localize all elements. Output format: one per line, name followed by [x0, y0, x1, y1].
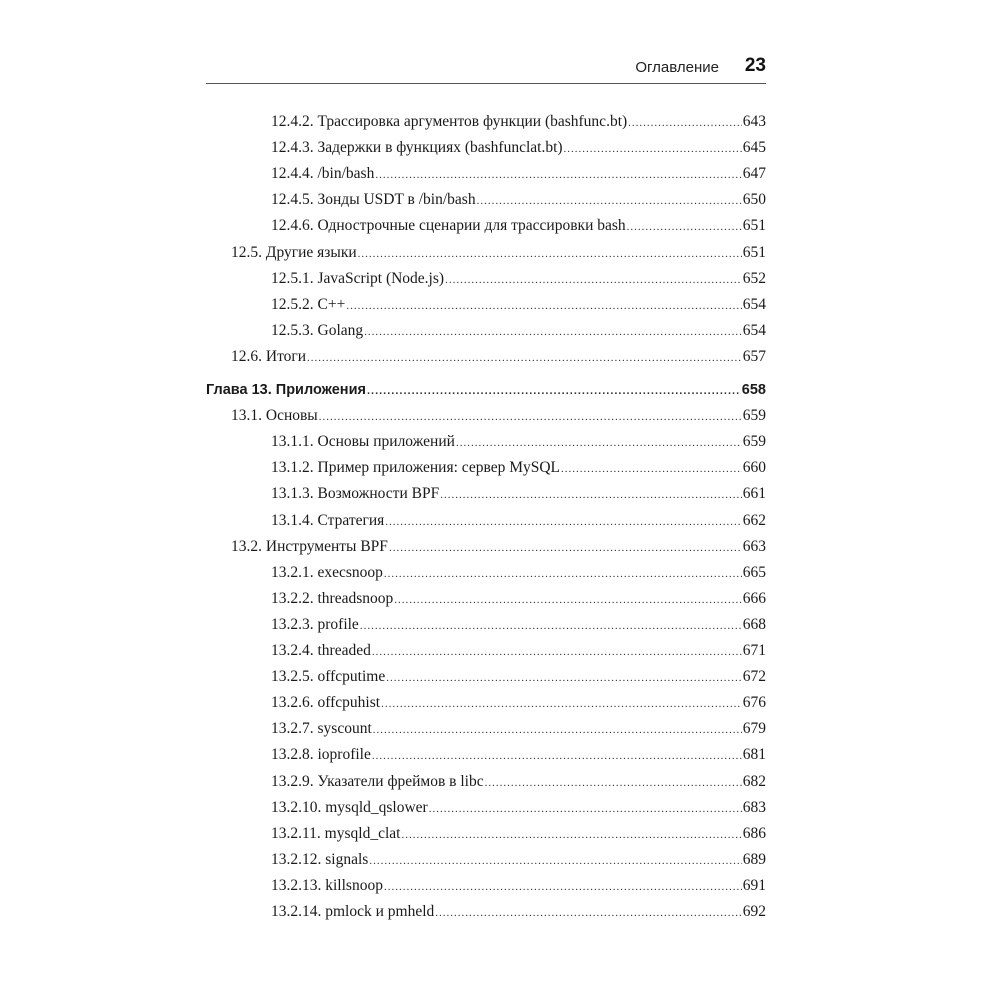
- toc-entry-page: 671: [742, 642, 766, 659]
- dot-leader: [628, 110, 742, 136]
- toc-entry: [271, 135, 766, 161]
- toc-entry-page: 682: [742, 772, 766, 790]
- dot-leader: [372, 639, 742, 665]
- toc-entry: [271, 795, 766, 821]
- toc-entry: [271, 612, 766, 638]
- toc-entry-label: 13.1.4. Стратегия: [271, 511, 385, 529]
- toc-entry-page: 660: [742, 459, 766, 477]
- toc-entry-page: 679: [742, 720, 766, 738]
- toc-entry: [271, 716, 766, 742]
- dot-leader: [319, 404, 742, 430]
- toc-entry-label: 12.4.2. Трассировка аргументов функции (bashfunc.bt): [271, 113, 628, 130]
- toc-entry-page: 652: [742, 269, 766, 287]
- toc-entry-page: 676: [742, 694, 766, 712]
- toc-entry-label: 12.4.6. Однострочные сценарии для трассировки bash: [271, 217, 626, 235]
- dot-leader: [372, 743, 742, 769]
- toc-entry-label: 13.2.1. execsnoop: [271, 563, 383, 581]
- toc-entry-page: 665: [742, 563, 766, 581]
- dot-leader: [564, 136, 742, 162]
- toc-entry-label: 13.2.12. signals: [271, 850, 369, 868]
- dot-leader: [386, 665, 742, 691]
- toc-entry-page: 691: [742, 876, 766, 894]
- dot-leader: [401, 822, 741, 848]
- toc-entry: [271, 742, 766, 768]
- toc-entry: [271, 109, 766, 135]
- toc-entry-page: 686: [742, 824, 766, 842]
- toc-entry-label: 13.1. Основы: [231, 407, 318, 425]
- toc-entry-page: 683: [742, 798, 766, 816]
- toc-entry-page: 657: [742, 347, 766, 365]
- toc-entry-label: 13.2.2. threadsnoop: [271, 589, 394, 607]
- toc-entry-label: 13.2.9. Указатели фреймов в libc: [271, 772, 484, 790]
- toc-entry-page: 647: [742, 165, 766, 183]
- toc-entry: [271, 213, 766, 239]
- toc-entry-page: 662: [742, 511, 766, 529]
- dot-leader: [358, 241, 742, 267]
- dot-leader: [384, 561, 742, 587]
- toc-entry-label: 13.1.1. Основы приложений: [271, 433, 455, 451]
- toc-entry: [271, 161, 766, 187]
- toc-entry: [231, 403, 766, 429]
- toc-entry-page: 645: [742, 139, 766, 157]
- toc-entry-label: 13.2.11. mysqld_clat: [271, 824, 401, 842]
- dot-leader: [429, 796, 742, 822]
- toc-entry: [271, 664, 766, 690]
- toc-entry-page: 692: [742, 903, 766, 920]
- toc-entry: [271, 508, 766, 534]
- dot-leader: [360, 613, 742, 639]
- toc-entry: [271, 429, 766, 455]
- toc-entry-label: 13.2.4. threaded: [271, 642, 371, 659]
- toc-entry-label: 12.4.3. Задержки в функциях (bashfunclat.bt): [271, 139, 563, 157]
- toc-entry-label: 12.5.1. JavaScript (Node.js): [271, 269, 445, 287]
- toc-entry-page: 654: [742, 321, 766, 339]
- header-title: Оглавление: [635, 59, 719, 76]
- toc-entry-page: 663: [742, 537, 766, 555]
- toc-entry: [271, 847, 766, 873]
- dot-leader: [373, 717, 742, 743]
- toc-entry-label: 13.2.7. syscount: [271, 720, 372, 738]
- toc-chapter-entry: [206, 377, 766, 403]
- toc-entry: [231, 534, 766, 560]
- toc-entry: [271, 292, 766, 318]
- toc-entry: [271, 769, 766, 795]
- toc-entry: [271, 873, 766, 899]
- toc-entry: [231, 344, 766, 370]
- toc-entry-page: 643: [742, 113, 766, 130]
- toc-entry: [271, 586, 766, 612]
- toc-entry: [271, 690, 766, 716]
- toc-entry: [271, 455, 766, 481]
- dot-leader: [375, 162, 741, 188]
- toc-entry-page: 672: [742, 668, 766, 686]
- dot-leader: [435, 900, 741, 926]
- toc-entry-page: 668: [742, 615, 766, 633]
- dot-leader: [364, 319, 742, 345]
- dot-leader: [384, 874, 742, 900]
- dot-leader: [381, 691, 742, 717]
- toc-entry-label: Глава 13. Приложения: [206, 382, 366, 398]
- toc-entry: [271, 638, 766, 664]
- toc-entry-page: 659: [742, 407, 766, 425]
- toc-entry-page: 661: [742, 485, 766, 503]
- toc-entry-label: 13.2.5. offcputime: [271, 668, 386, 686]
- toc-entry-page: 659: [742, 433, 766, 451]
- toc-entry-label: 13.1.3. Возможности BPF: [271, 485, 440, 503]
- dot-leader: [440, 482, 742, 508]
- toc-entry: [271, 187, 766, 213]
- dot-leader: [561, 456, 742, 482]
- toc-entry-label: 12.5. Другие языки: [231, 243, 357, 261]
- toc-entry: [271, 560, 766, 586]
- dot-leader: [369, 848, 741, 874]
- toc-entry: [271, 266, 766, 292]
- toc-entry-label: 12.4.5. Зонды USDT в /bin/bash: [271, 191, 476, 209]
- toc-entry-page: 651: [742, 217, 766, 235]
- toc-entry-label: 13.2.8. ioprofile: [271, 746, 371, 764]
- toc-entry-label: 12.5.2. C++: [271, 295, 346, 313]
- dot-leader: [367, 378, 741, 404]
- dot-leader: [385, 509, 741, 535]
- toc-entry-page: 654: [742, 295, 766, 313]
- toc-entry: [271, 821, 766, 847]
- toc-entry: [271, 318, 766, 344]
- dot-leader: [445, 267, 742, 293]
- dot-leader: [346, 293, 741, 319]
- toc-entry-label: 12.4.4. /bin/bash: [271, 165, 375, 183]
- toc-entry-label: 12.6. Итоги: [231, 347, 307, 365]
- toc-entry-label: 13.2.6. offcpuhist: [271, 694, 381, 712]
- toc-entry-label: 13.2. Инструменты BPF: [231, 537, 388, 555]
- toc-entry-page: 666: [742, 589, 766, 607]
- dot-leader: [627, 214, 742, 240]
- dot-leader: [456, 430, 742, 456]
- dot-leader: [394, 587, 741, 613]
- toc-entry-label: 12.5.3. Golang: [271, 321, 364, 339]
- toc-entry-label: 13.2.3. profile: [271, 615, 359, 633]
- toc-entry-page: 650: [742, 191, 766, 209]
- toc-entry-label: 13.2.10. mysqld_qslower: [271, 798, 428, 816]
- dot-leader: [307, 345, 742, 371]
- toc-entry: [271, 481, 766, 507]
- toc-entry-page: 658: [741, 382, 766, 398]
- toc-entry-label: 13.2.13. killsnoop: [271, 876, 383, 894]
- toc-entry-page: 651: [742, 243, 766, 261]
- header-page-number: 23: [744, 55, 766, 76]
- dot-leader: [477, 188, 742, 214]
- dot-leader: [485, 770, 742, 796]
- toc-entry: [271, 899, 766, 925]
- toc-entry: [231, 240, 766, 266]
- dot-leader: [389, 535, 742, 561]
- toc-entry-page: 681: [742, 746, 766, 764]
- toc-entry-page: 689: [742, 850, 766, 868]
- toc-entry-label: 13.2.14. pmlock и pmheld: [271, 903, 435, 920]
- running-header: [206, 55, 766, 84]
- toc-entry-label: 13.1.2. Пример приложения: сервер MySQL: [271, 459, 561, 477]
